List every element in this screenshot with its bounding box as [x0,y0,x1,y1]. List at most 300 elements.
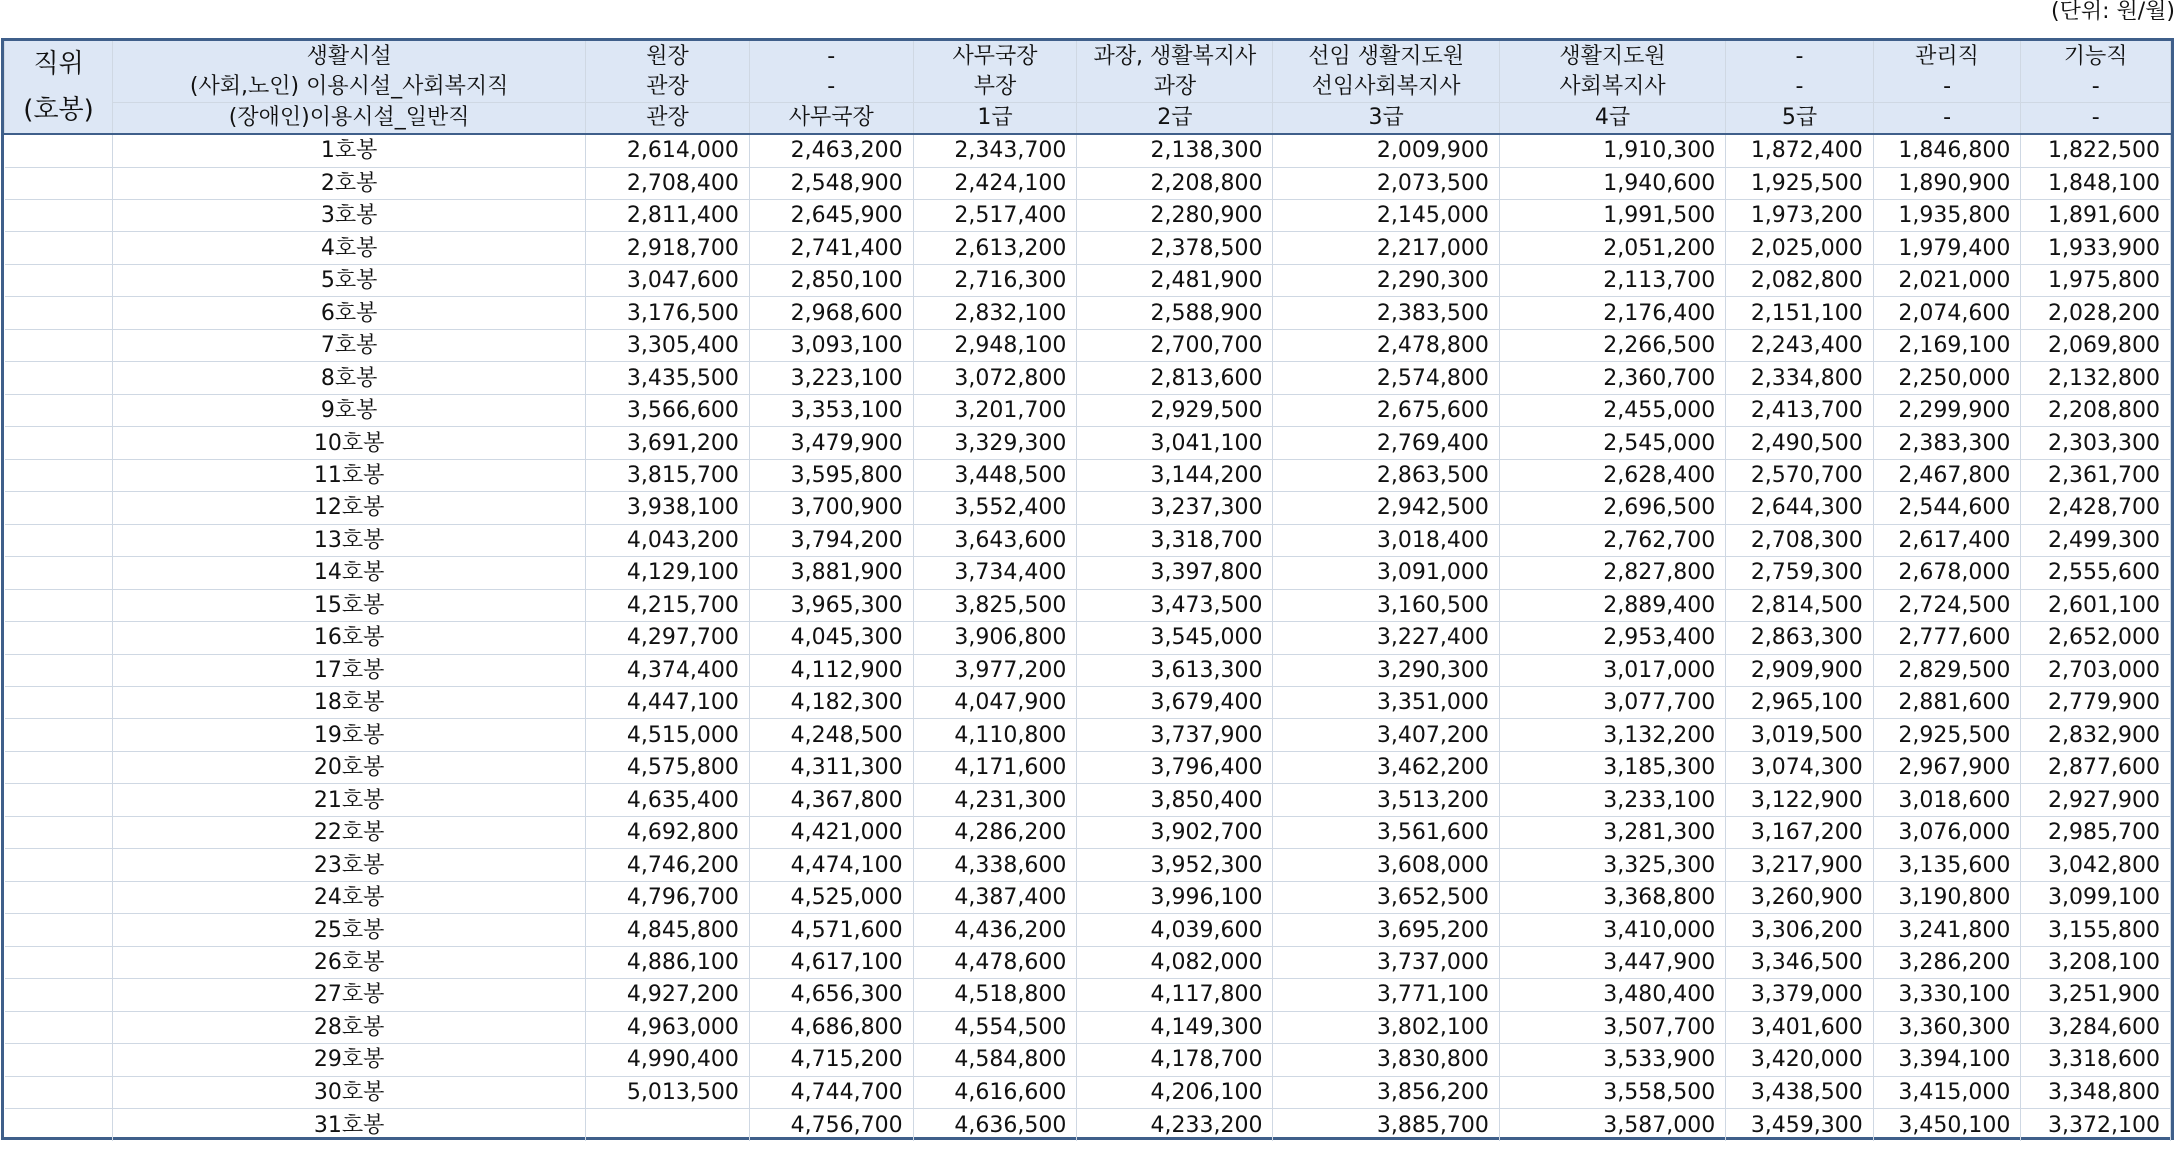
column-header: - [2021,102,2171,134]
table-row [5,719,2171,751]
salary-cell: 4,525,000 [749,881,913,913]
row-spacer-cell [5,297,113,329]
column-header: 부장 [913,71,1077,102]
salary-cell: 3,093,100 [749,329,913,361]
table-row [5,1109,2171,1141]
salary-cell: 4,575,800 [586,751,750,783]
salary-cell: 3,513,200 [1273,784,1499,816]
salary-cell: 3,223,100 [749,362,913,394]
salary-cell: 3,850,400 [1077,784,1273,816]
salary-cell: 2,942,500 [1273,492,1499,524]
salary-cell: 2,074,600 [1873,297,2021,329]
salary-cell: 3,507,700 [1499,1011,1725,1043]
row-spacer-cell [5,492,113,524]
salary-cell: 3,448,500 [913,459,1077,491]
salary-cell: 4,746,200 [586,849,750,881]
salary-cell: 4,171,600 [913,751,1077,783]
salary-cell: 3,281,300 [1499,816,1725,848]
salary-cell [586,1109,750,1141]
salary-cell: 2,383,500 [1273,297,1499,329]
salary-cell: 1,925,500 [1726,167,1874,199]
salary-cell: 3,700,900 [749,492,913,524]
salary-cell: 3,410,000 [1499,914,1725,946]
salary-cell: 3,330,100 [1873,979,2021,1011]
salary-cell: 3,201,700 [913,394,1077,426]
row-spacer-cell [5,394,113,426]
salary-cell: 2,424,100 [913,167,1077,199]
column-header: 기능직 [2021,41,2171,71]
salary-cell: 2,716,300 [913,264,1077,296]
table-row [5,459,2171,491]
salary-cell: 3,346,500 [1726,946,1874,978]
salary-cell: 2,517,400 [913,199,1077,231]
salary-cell: 2,266,500 [1499,329,1725,361]
table-row [5,557,2171,589]
salary-cell: 2,574,800 [1273,362,1499,394]
salary-cell: 4,515,000 [586,719,750,751]
salary-cell: 1,890,900 [1873,167,2021,199]
salary-cell: 2,863,300 [1726,622,1874,654]
salary-cell: 4,715,200 [749,1044,913,1076]
table-row [5,914,2171,946]
salary-cell: 3,613,300 [1077,654,1273,686]
salary-cell: 4,636,500 [913,1109,1077,1141]
step-cell: 1호봉 [113,134,586,167]
salary-cell: 2,290,300 [1273,264,1499,296]
table-row [5,1011,2171,1043]
salary-cell: 4,215,700 [586,589,750,621]
salary-cell: 3,561,600 [1273,816,1499,848]
salary-cell: 4,110,800 [913,719,1077,751]
column-header: 관장 [586,71,750,102]
salary-cell: 3,394,100 [1873,1044,2021,1076]
table-row [5,167,2171,199]
salary-cell: 4,845,800 [586,914,750,946]
salary-cell: 2,617,400 [1873,524,2021,556]
salary-cell: 2,613,200 [913,232,1077,264]
position-label: 직위 [33,49,84,79]
table-row [5,589,2171,621]
salary-cell: 3,977,200 [913,654,1077,686]
row-spacer-cell [5,1076,113,1108]
salary-cell: 2,645,900 [749,199,913,231]
salary-cell: 3,397,800 [1077,557,1273,589]
salary-cell: 3,566,600 [586,394,750,426]
table-header [5,41,2171,134]
row-spacer-cell [5,1044,113,1076]
salary-cell: 1,933,900 [2021,232,2171,264]
salary-cell: 2,948,100 [913,329,1077,361]
salary-cell: 2,829,500 [1873,654,2021,686]
step-cell: 4호봉 [113,232,586,264]
salary-cell: 3,952,300 [1077,849,1273,881]
table-row [5,751,2171,783]
salary-cell: 3,885,700 [1273,1109,1499,1141]
salary-cell: 3,771,100 [1273,979,1499,1011]
salary-cell: 3,318,700 [1077,524,1273,556]
column-header: - [1726,71,1874,102]
salary-cell: 2,769,400 [1273,427,1499,459]
salary-cell: 1,872,400 [1726,134,1874,167]
salary-cell: 3,652,500 [1273,881,1499,913]
salary-cell: 2,299,900 [1873,394,2021,426]
step-cell: 16호봉 [113,622,586,654]
step-label: (호봉) [23,95,94,125]
salary-cell: 4,039,600 [1077,914,1273,946]
step-cell: 30호봉 [113,1076,586,1108]
step-cell: 10호봉 [113,427,586,459]
salary-cell: 2,051,200 [1499,232,1725,264]
salary-cell: 3,132,200 [1499,719,1725,751]
salary-cell: 3,802,100 [1273,1011,1499,1043]
salary-cell: 3,217,900 [1726,849,1874,881]
salary-cell: 4,387,400 [913,881,1077,913]
salary-cell: 3,353,100 [749,394,913,426]
table-row [5,979,2171,1011]
salary-cell: 3,135,600 [1873,849,2021,881]
step-cell: 8호봉 [113,362,586,394]
step-cell: 12호봉 [113,492,586,524]
row-spacer-cell [5,589,113,621]
salary-cell: 4,182,300 [749,687,913,719]
column-header: 과장 [1077,71,1273,102]
row-spacer-cell [5,849,113,881]
salary-cell: 3,074,300 [1726,751,1874,783]
salary-cell: 3,737,900 [1077,719,1273,751]
salary-cell: 2,881,600 [1873,687,2021,719]
salary-cell: 2,889,400 [1499,589,1725,621]
salary-cell: 5,013,500 [586,1076,750,1108]
salary-cell: 4,149,300 [1077,1011,1273,1043]
salary-cell: 2,138,300 [1077,134,1273,167]
salary-cell: 2,985,700 [2021,816,2171,848]
salary-cell: 3,533,900 [1499,1044,1725,1076]
salary-cell: 4,082,000 [1077,946,1273,978]
salary-cell: 3,608,000 [1273,849,1499,881]
column-header: 관리직 [1873,41,2021,71]
salary-cell: 2,169,100 [1873,329,2021,361]
salary-cell: 4,233,200 [1077,1109,1273,1141]
column-header: - [749,41,913,71]
salary-cell: 2,929,500 [1077,394,1273,426]
row-spacer-cell [5,1109,113,1141]
row-spacer-cell [5,459,113,491]
step-cell: 18호봉 [113,687,586,719]
salary-cell: 4,367,800 [749,784,913,816]
salary-cell: 2,481,900 [1077,264,1273,296]
table-row [5,394,2171,426]
salary-cell: 3,233,100 [1499,784,1725,816]
salary-table [4,41,2171,1141]
salary-cell: 4,474,100 [749,849,913,881]
column-header: 4급 [1499,102,1725,134]
table-body [5,134,2171,1141]
column-header: 3급 [1273,102,1499,134]
salary-cell: 2,383,300 [1873,427,2021,459]
salary-cell: 2,334,800 [1726,362,1874,394]
salary-cell: 4,478,600 [913,946,1077,978]
column-header: 사회복지사 [1499,71,1725,102]
row-spacer-cell [5,979,113,1011]
salary-cell: 2,490,500 [1726,427,1874,459]
step-cell: 13호봉 [113,524,586,556]
salary-cell: 2,208,800 [2021,394,2171,426]
salary-cell: 3,284,600 [2021,1011,2171,1043]
salary-cell: 3,830,800 [1273,1044,1499,1076]
salary-cell: 4,686,800 [749,1011,913,1043]
step-cell: 21호봉 [113,784,586,816]
row-spacer-cell [5,719,113,751]
row-spacer-cell [5,557,113,589]
salary-cell: 4,617,100 [749,946,913,978]
salary-cell: 2,570,700 [1726,459,1874,491]
salary-cell: 4,117,800 [1077,979,1273,1011]
salary-cell: 4,447,100 [586,687,750,719]
salary-cell: 2,724,500 [1873,589,2021,621]
salary-cell: 1,910,300 [1499,134,1725,167]
salary-cell: 1,991,500 [1499,199,1725,231]
salary-cell: 3,996,100 [1077,881,1273,913]
salary-cell: 4,297,700 [586,622,750,654]
table-row [5,492,2171,524]
table-row [5,524,2171,556]
salary-cell: 1,846,800 [1873,134,2021,167]
salary-cell: 3,208,100 [2021,946,2171,978]
row-spacer-cell [5,687,113,719]
salary-cell: 4,963,000 [586,1011,750,1043]
step-cell: 3호봉 [113,199,586,231]
step-cell: 2호봉 [113,167,586,199]
salary-cell: 4,656,300 [749,979,913,1011]
salary-cell: 3,348,800 [2021,1076,2171,1108]
category-line-2: (사회,노인) 이용시설_사회복지직 [113,71,586,102]
salary-cell: 3,965,300 [749,589,913,621]
salary-cell: 3,042,800 [2021,849,2171,881]
table-row [5,881,2171,913]
salary-cell: 2,814,500 [1726,589,1874,621]
salary-cell: 2,545,000 [1499,427,1725,459]
salary-cell: 3,401,600 [1726,1011,1874,1043]
table-row [5,329,2171,361]
salary-cell: 2,850,100 [749,264,913,296]
step-cell: 5호봉 [113,264,586,296]
salary-cell: 2,588,900 [1077,297,1273,329]
salary-cell: 2,777,600 [1873,622,2021,654]
salary-cell: 3,122,900 [1726,784,1874,816]
salary-cell: 3,796,400 [1077,751,1273,783]
salary-cell: 2,145,000 [1273,199,1499,231]
salary-cell: 2,361,700 [2021,459,2171,491]
salary-cell: 2,478,800 [1273,329,1499,361]
salary-cell: 4,129,100 [586,557,750,589]
row-spacer-cell [5,654,113,686]
step-cell: 17호봉 [113,654,586,686]
table-row [5,654,2171,686]
salary-cell: 2,132,800 [2021,362,2171,394]
salary-cell: 4,692,800 [586,816,750,848]
salary-cell: 2,708,300 [1726,524,1874,556]
salary-cell: 4,796,700 [586,881,750,913]
salary-cell: 2,909,900 [1726,654,1874,686]
salary-cell: 2,009,900 [1273,134,1499,167]
table-row [5,362,2171,394]
salary-cell: 3,902,700 [1077,816,1273,848]
salary-cell: 2,927,900 [2021,784,2171,816]
column-header: 1급 [913,102,1077,134]
salary-cell: 2,863,500 [1273,459,1499,491]
salary-cell: 2,953,400 [1499,622,1725,654]
salary-cell: 4,286,200 [913,816,1077,848]
salary-cell: 3,450,100 [1873,1109,2021,1141]
row-spacer-cell [5,264,113,296]
salary-cell: 3,318,600 [2021,1044,2171,1076]
salary-cell: 3,734,400 [913,557,1077,589]
salary-cell: 3,099,100 [2021,881,2171,913]
column-header: - [2021,71,2171,102]
salary-cell: 3,435,500 [586,362,750,394]
row-spacer-cell [5,914,113,946]
salary-cell: 3,587,000 [1499,1109,1725,1141]
salary-cell: 1,973,200 [1726,199,1874,231]
salary-cell: 2,455,000 [1499,394,1725,426]
salary-cell: 1,891,600 [2021,199,2171,231]
salary-cell: 2,250,000 [1873,362,2021,394]
salary-cell: 1,935,800 [1873,199,2021,231]
salary-cell: 3,160,500 [1273,589,1499,621]
salary-cell: 2,827,800 [1499,557,1725,589]
salary-cell: 2,360,700 [1499,362,1725,394]
salary-cell: 2,811,400 [586,199,750,231]
salary-cell: 2,413,700 [1726,394,1874,426]
salary-cell: 3,351,000 [1273,687,1499,719]
salary-cell: 2,113,700 [1499,264,1725,296]
salary-cell: 2,678,000 [1873,557,2021,589]
salary-cell: 4,043,200 [586,524,750,556]
salary-cell: 2,762,700 [1499,524,1725,556]
salary-cell: 2,082,800 [1726,264,1874,296]
salary-cell: 3,459,300 [1726,1109,1874,1141]
salary-cell: 2,378,500 [1077,232,1273,264]
salary-cell: 3,815,700 [586,459,750,491]
salary-cell: 2,700,700 [1077,329,1273,361]
salary-cell: 3,251,900 [2021,979,2171,1011]
salary-cell: 2,303,300 [2021,427,2171,459]
table-row [5,816,2171,848]
position-header [5,41,113,134]
table-row [5,264,2171,296]
salary-cell: 4,338,600 [913,849,1077,881]
salary-cell: 3,167,200 [1726,816,1874,848]
salary-cell: 3,286,200 [1873,946,2021,978]
salary-cell: 3,072,800 [913,362,1077,394]
salary-cell: 4,744,700 [749,1076,913,1108]
salary-cell: 2,025,000 [1726,232,1874,264]
salary-cell: 4,635,400 [586,784,750,816]
salary-cell: 2,925,500 [1873,719,2021,751]
step-cell: 31호봉 [113,1109,586,1141]
salary-cell: 3,144,200 [1077,459,1273,491]
salary-cell: 3,679,400 [1077,687,1273,719]
salary-cell: 4,206,100 [1077,1076,1273,1108]
salary-cell: 2,463,200 [749,134,913,167]
salary-cell: 2,675,600 [1273,394,1499,426]
salary-cell: 3,479,900 [749,427,913,459]
salary-cell: 3,077,700 [1499,687,1725,719]
salary-cell: 4,616,600 [913,1076,1077,1108]
salary-cell: 2,813,600 [1077,362,1273,394]
row-spacer-cell [5,427,113,459]
salary-cell: 3,290,300 [1273,654,1499,686]
salary-cell: 2,918,700 [586,232,750,264]
table-row [5,1076,2171,1108]
salary-cell: 4,374,400 [586,654,750,686]
salary-cell: 3,438,500 [1726,1076,1874,1108]
row-spacer-cell [5,362,113,394]
step-cell: 15호봉 [113,589,586,621]
salary-cell: 2,877,600 [2021,751,2171,783]
salary-cell: 3,368,800 [1499,881,1725,913]
table-row [5,1044,2171,1076]
table-row [5,134,2171,167]
salary-cell: 4,927,200 [586,979,750,1011]
salary-cell: 3,643,600 [913,524,1077,556]
salary-cell: 2,965,100 [1726,687,1874,719]
step-cell: 7호봉 [113,329,586,361]
salary-cell: 2,708,400 [586,167,750,199]
salary-cell: 4,231,300 [913,784,1077,816]
salary-cell: 1,822,500 [2021,134,2171,167]
salary-cell: 2,628,400 [1499,459,1725,491]
table-row [5,784,2171,816]
salary-cell: 3,237,300 [1077,492,1273,524]
salary-cell: 4,045,300 [749,622,913,654]
row-spacer-cell [5,232,113,264]
salary-cell: 3,462,200 [1273,751,1499,783]
salary-cell: 2,968,600 [749,297,913,329]
salary-cell: 3,329,300 [913,427,1077,459]
table-row [5,622,2171,654]
row-spacer-cell [5,199,113,231]
salary-cell: 4,047,900 [913,687,1077,719]
salary-cell: 2,967,900 [1873,751,2021,783]
salary-cell: 3,047,600 [586,264,750,296]
row-spacer-cell [5,946,113,978]
salary-cell: 2,208,800 [1077,167,1273,199]
category-line-3: (장애인)이용시설_일반직 [113,102,586,134]
row-spacer-cell [5,167,113,199]
row-spacer-cell [5,784,113,816]
step-cell: 22호봉 [113,816,586,848]
column-header: 사무국장 [913,41,1077,71]
salary-cell: 3,407,200 [1273,719,1499,751]
salary-cell: 3,176,500 [586,297,750,329]
unit-label: (단위: 원/월) [2051,0,2175,24]
salary-cell: 3,372,100 [2021,1109,2171,1141]
salary-cell: 2,555,600 [2021,557,2171,589]
column-header: 관장 [586,102,750,134]
salary-cell: 4,990,400 [586,1044,750,1076]
salary-cell: 3,480,400 [1499,979,1725,1011]
salary-cell: 4,756,700 [749,1109,913,1141]
step-cell: 26호봉 [113,946,586,978]
salary-cell: 3,379,000 [1726,979,1874,1011]
salary-cell: 2,028,200 [2021,297,2171,329]
salary-cell: 2,343,700 [913,134,1077,167]
column-header: - [1726,41,1874,71]
salary-cell: 3,190,800 [1873,881,2021,913]
column-header: - [1873,102,2021,134]
column-header: 생활지도원 [1499,41,1725,71]
